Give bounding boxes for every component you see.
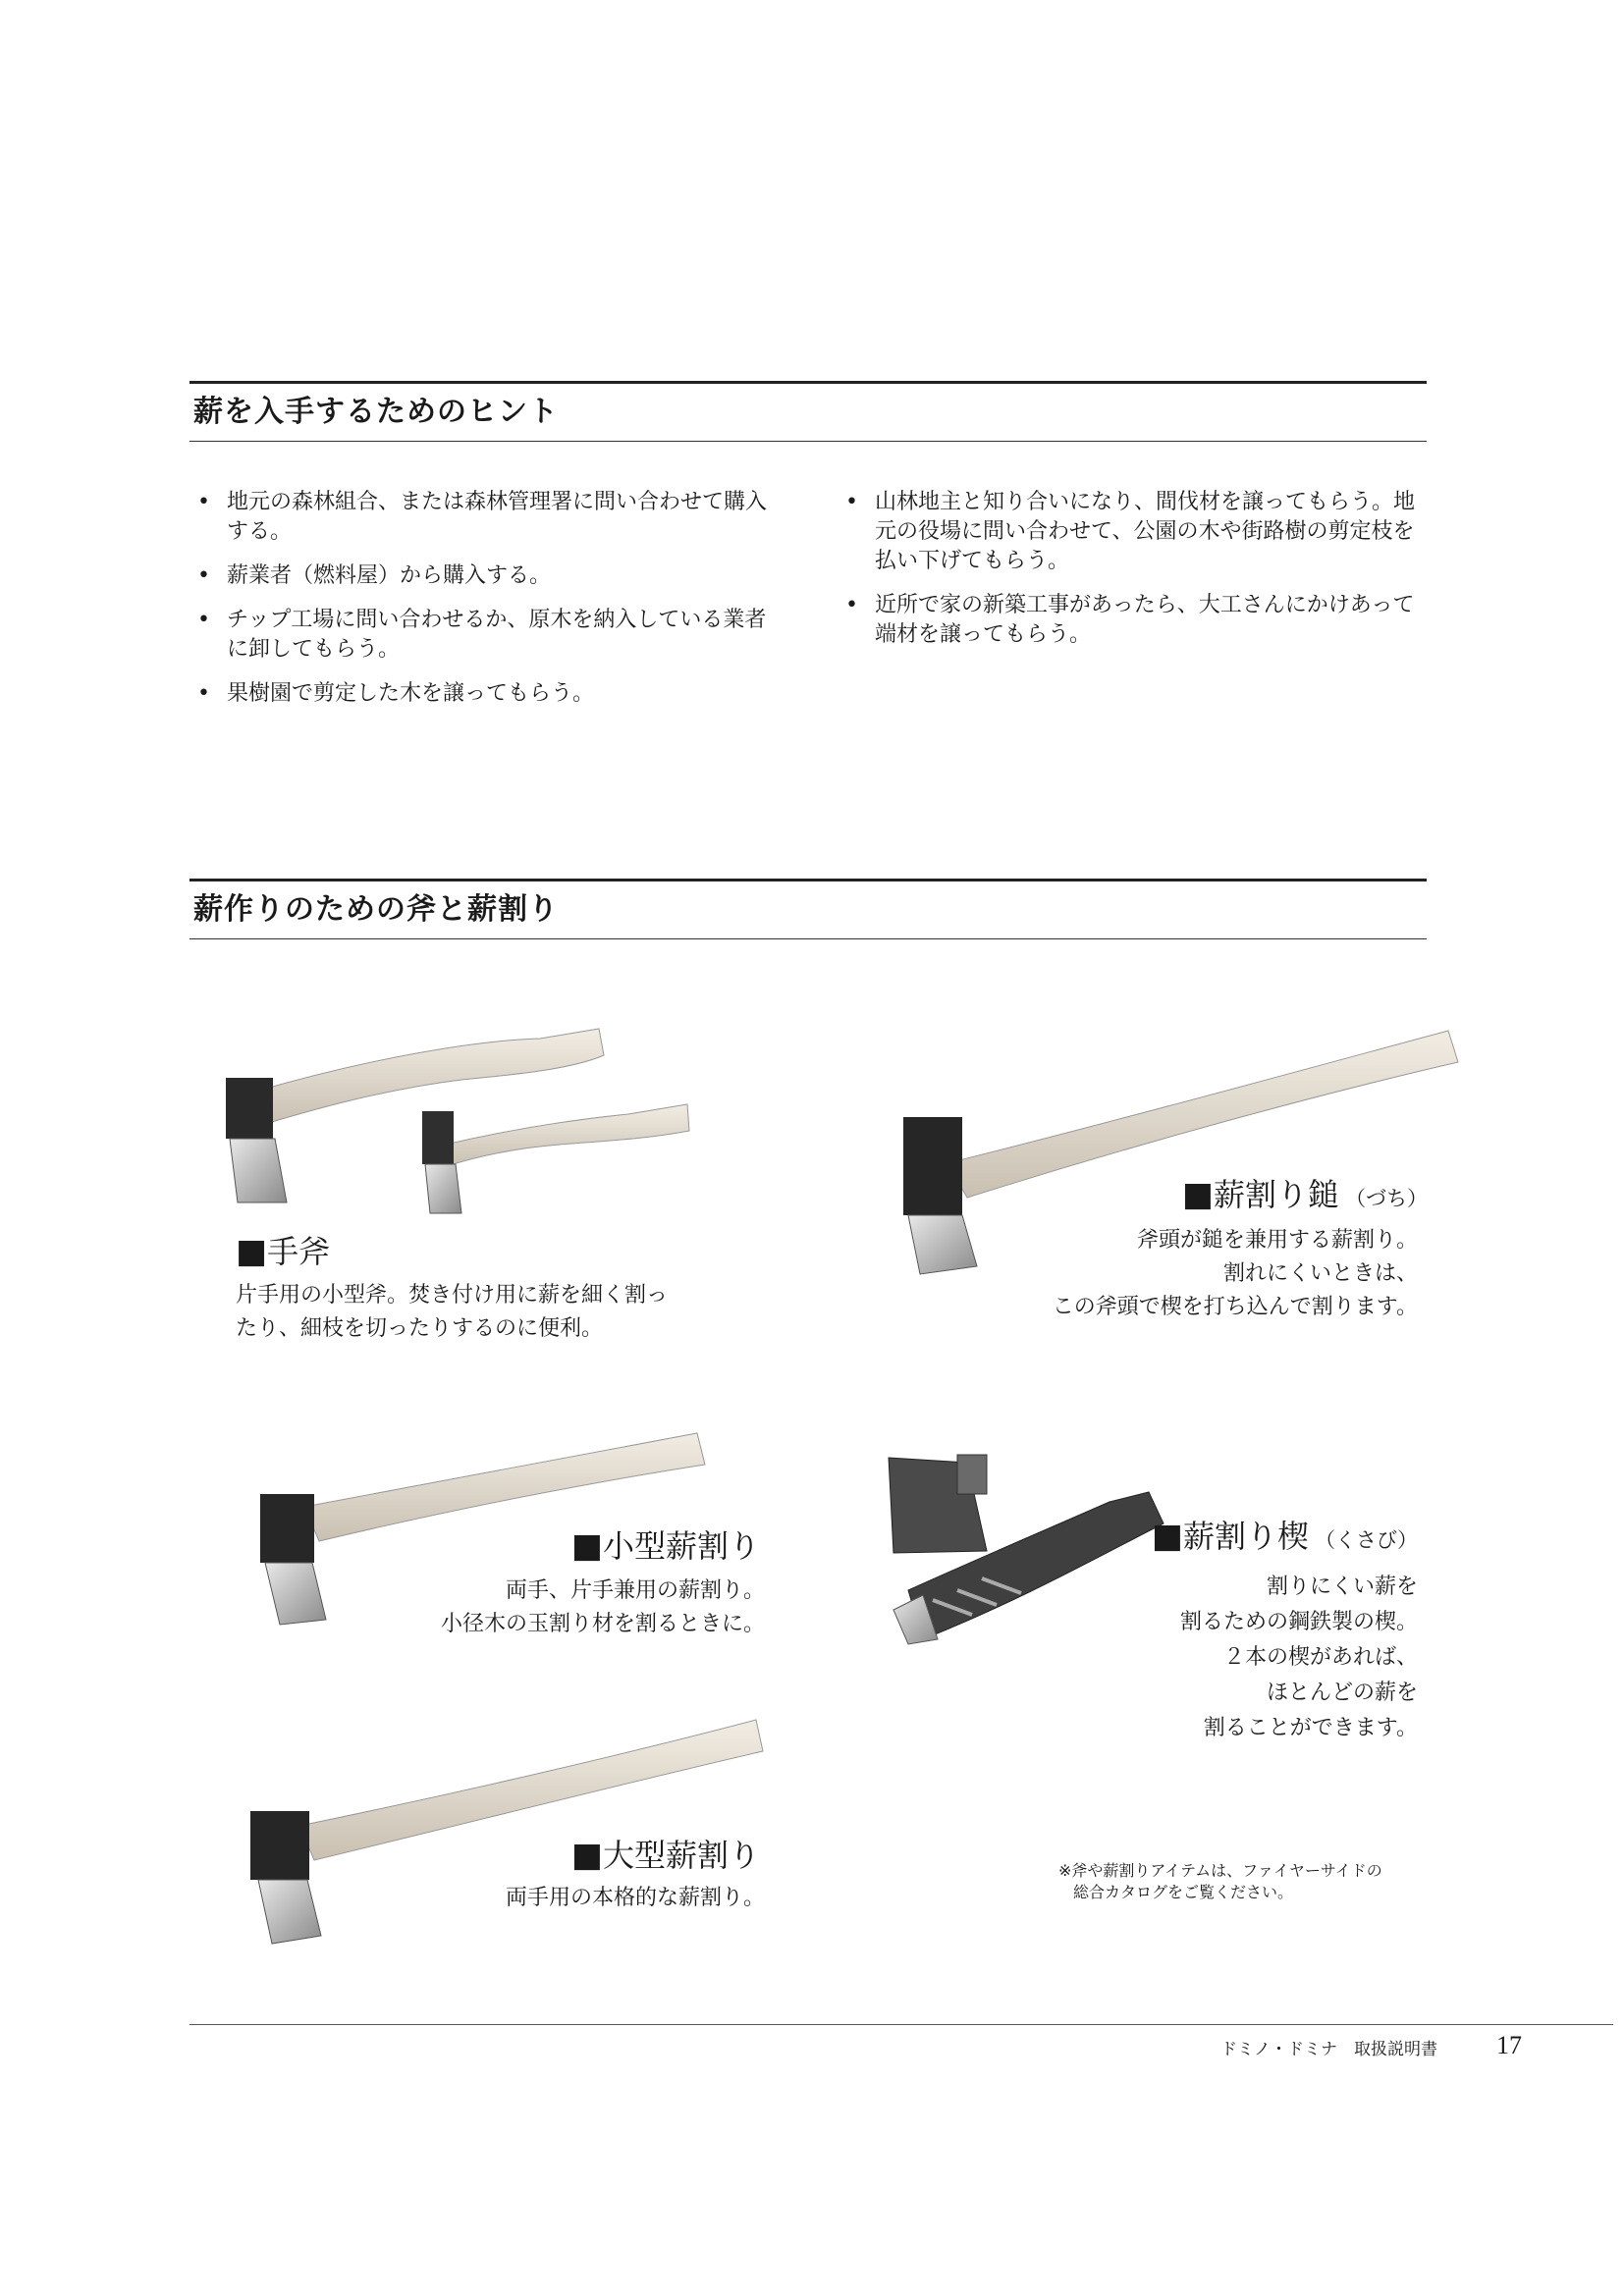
tips-list-right [838, 488, 1417, 665]
tips-list-left [189, 488, 779, 723]
section-header-axes [189, 879, 1427, 939]
maul-desc-3: この斧頭で楔を打ち込んで割ります。 [1052, 1295, 1418, 1319]
section-title: 薪を入手するためのヒント [193, 395, 559, 429]
tool-name: 手斧 [267, 1233, 331, 1270]
maul-desc-1: 斧頭が鎚を兼用する薪割り。 [1136, 1228, 1418, 1253]
page-number: 17 [1496, 2031, 1522, 2059]
list-item: • 近所で家の新築工事があったら、大工さんにかけあって端材を譲ってもらう。 [838, 591, 1417, 650]
section-header-firewood-tips [189, 381, 1427, 442]
square-marker: ■ [570, 1836, 603, 1875]
catalog-note-1: ※斧や薪割りアイテムは、ファイヤーサイドの [1058, 1861, 1382, 1880]
wedge-desc-3: ２本の楔があれば、 [1222, 1645, 1418, 1670]
list-item: • 山林地主と知り合いになり、間伐材を譲ってもらう。地元の役場に問い合わせて、公園の木や街路樹の剪定枝を払い下げてもらう。 [838, 488, 1417, 576]
footer-divider [189, 2024, 1613, 2025]
maul-title [1182, 1175, 1428, 1218]
large-splitter-image [241, 1708, 771, 1953]
tool-name: 小型薪割り [602, 1527, 760, 1565]
tool-name: 薪割り楔 [1182, 1518, 1309, 1555]
tool-name: 薪割り鎚 [1213, 1176, 1339, 1213]
wedge-desc-4: ほとんどの薪を [1266, 1681, 1418, 1705]
square-marker: ■ [236, 1232, 268, 1271]
wedge-title [1152, 1517, 1418, 1560]
large-splitter-title [571, 1836, 760, 1875]
wedge-desc-2: 割るための鋼鉄製の楔。 [1179, 1610, 1418, 1634]
list-item: • 地元の森林組合、または森林管理署に問い合わせて購入する。 [189, 488, 779, 547]
square-marker: ■ [1181, 1175, 1214, 1214]
footer-doc-title: ドミノ・ドミナ 取扱説明書 [1220, 2040, 1437, 2059]
small-splitter-desc-1: 両手、片手兼用の薪割り。 [505, 1578, 765, 1603]
hand-axe-desc-1: 片手用の小型斧。焚き付け用に薪を細く割っ [236, 1283, 669, 1308]
section-title: 薪作りのための斧と薪割り [193, 892, 559, 927]
list-item: • 薪業者（燃料屋）から購入する。 [189, 561, 779, 591]
catalog-note-2: 総合カタログをご覧ください。 [1073, 1883, 1294, 1901]
tool-name: 大型薪割り [602, 1837, 760, 1874]
wedge-image [884, 1453, 1168, 1649]
hand-axe-image [216, 1001, 707, 1227]
hand-axe-title [236, 1232, 330, 1271]
large-splitter-desc-1: 両手用の本格的な薪割り。 [505, 1886, 765, 1910]
square-marker: ■ [570, 1526, 603, 1566]
list-item: • チップ工場に問い合わせるか、原木を納入している業者に卸してもらう。 [189, 606, 779, 665]
tool-reading: （づち） [1345, 1187, 1428, 1210]
tool-reading: （くさび） [1315, 1528, 1418, 1552]
list-item: • 果樹園で剪定した木を譲ってもらう。 [189, 679, 779, 709]
small-splitter-desc-2: 小径木の玉割り材を割るときに。 [440, 1612, 765, 1636]
square-marker: ■ [1151, 1517, 1183, 1556]
hand-axe-desc-2: たり、細枝を切ったりするのに便利。 [236, 1316, 604, 1341]
wedge-desc-5: 割ることができます。 [1203, 1716, 1418, 1740]
small-splitter-title [571, 1526, 760, 1566]
maul-desc-2: 割れにくいときは、 [1222, 1261, 1418, 1286]
wedge-desc-1: 割りにくい薪を [1266, 1575, 1418, 1599]
